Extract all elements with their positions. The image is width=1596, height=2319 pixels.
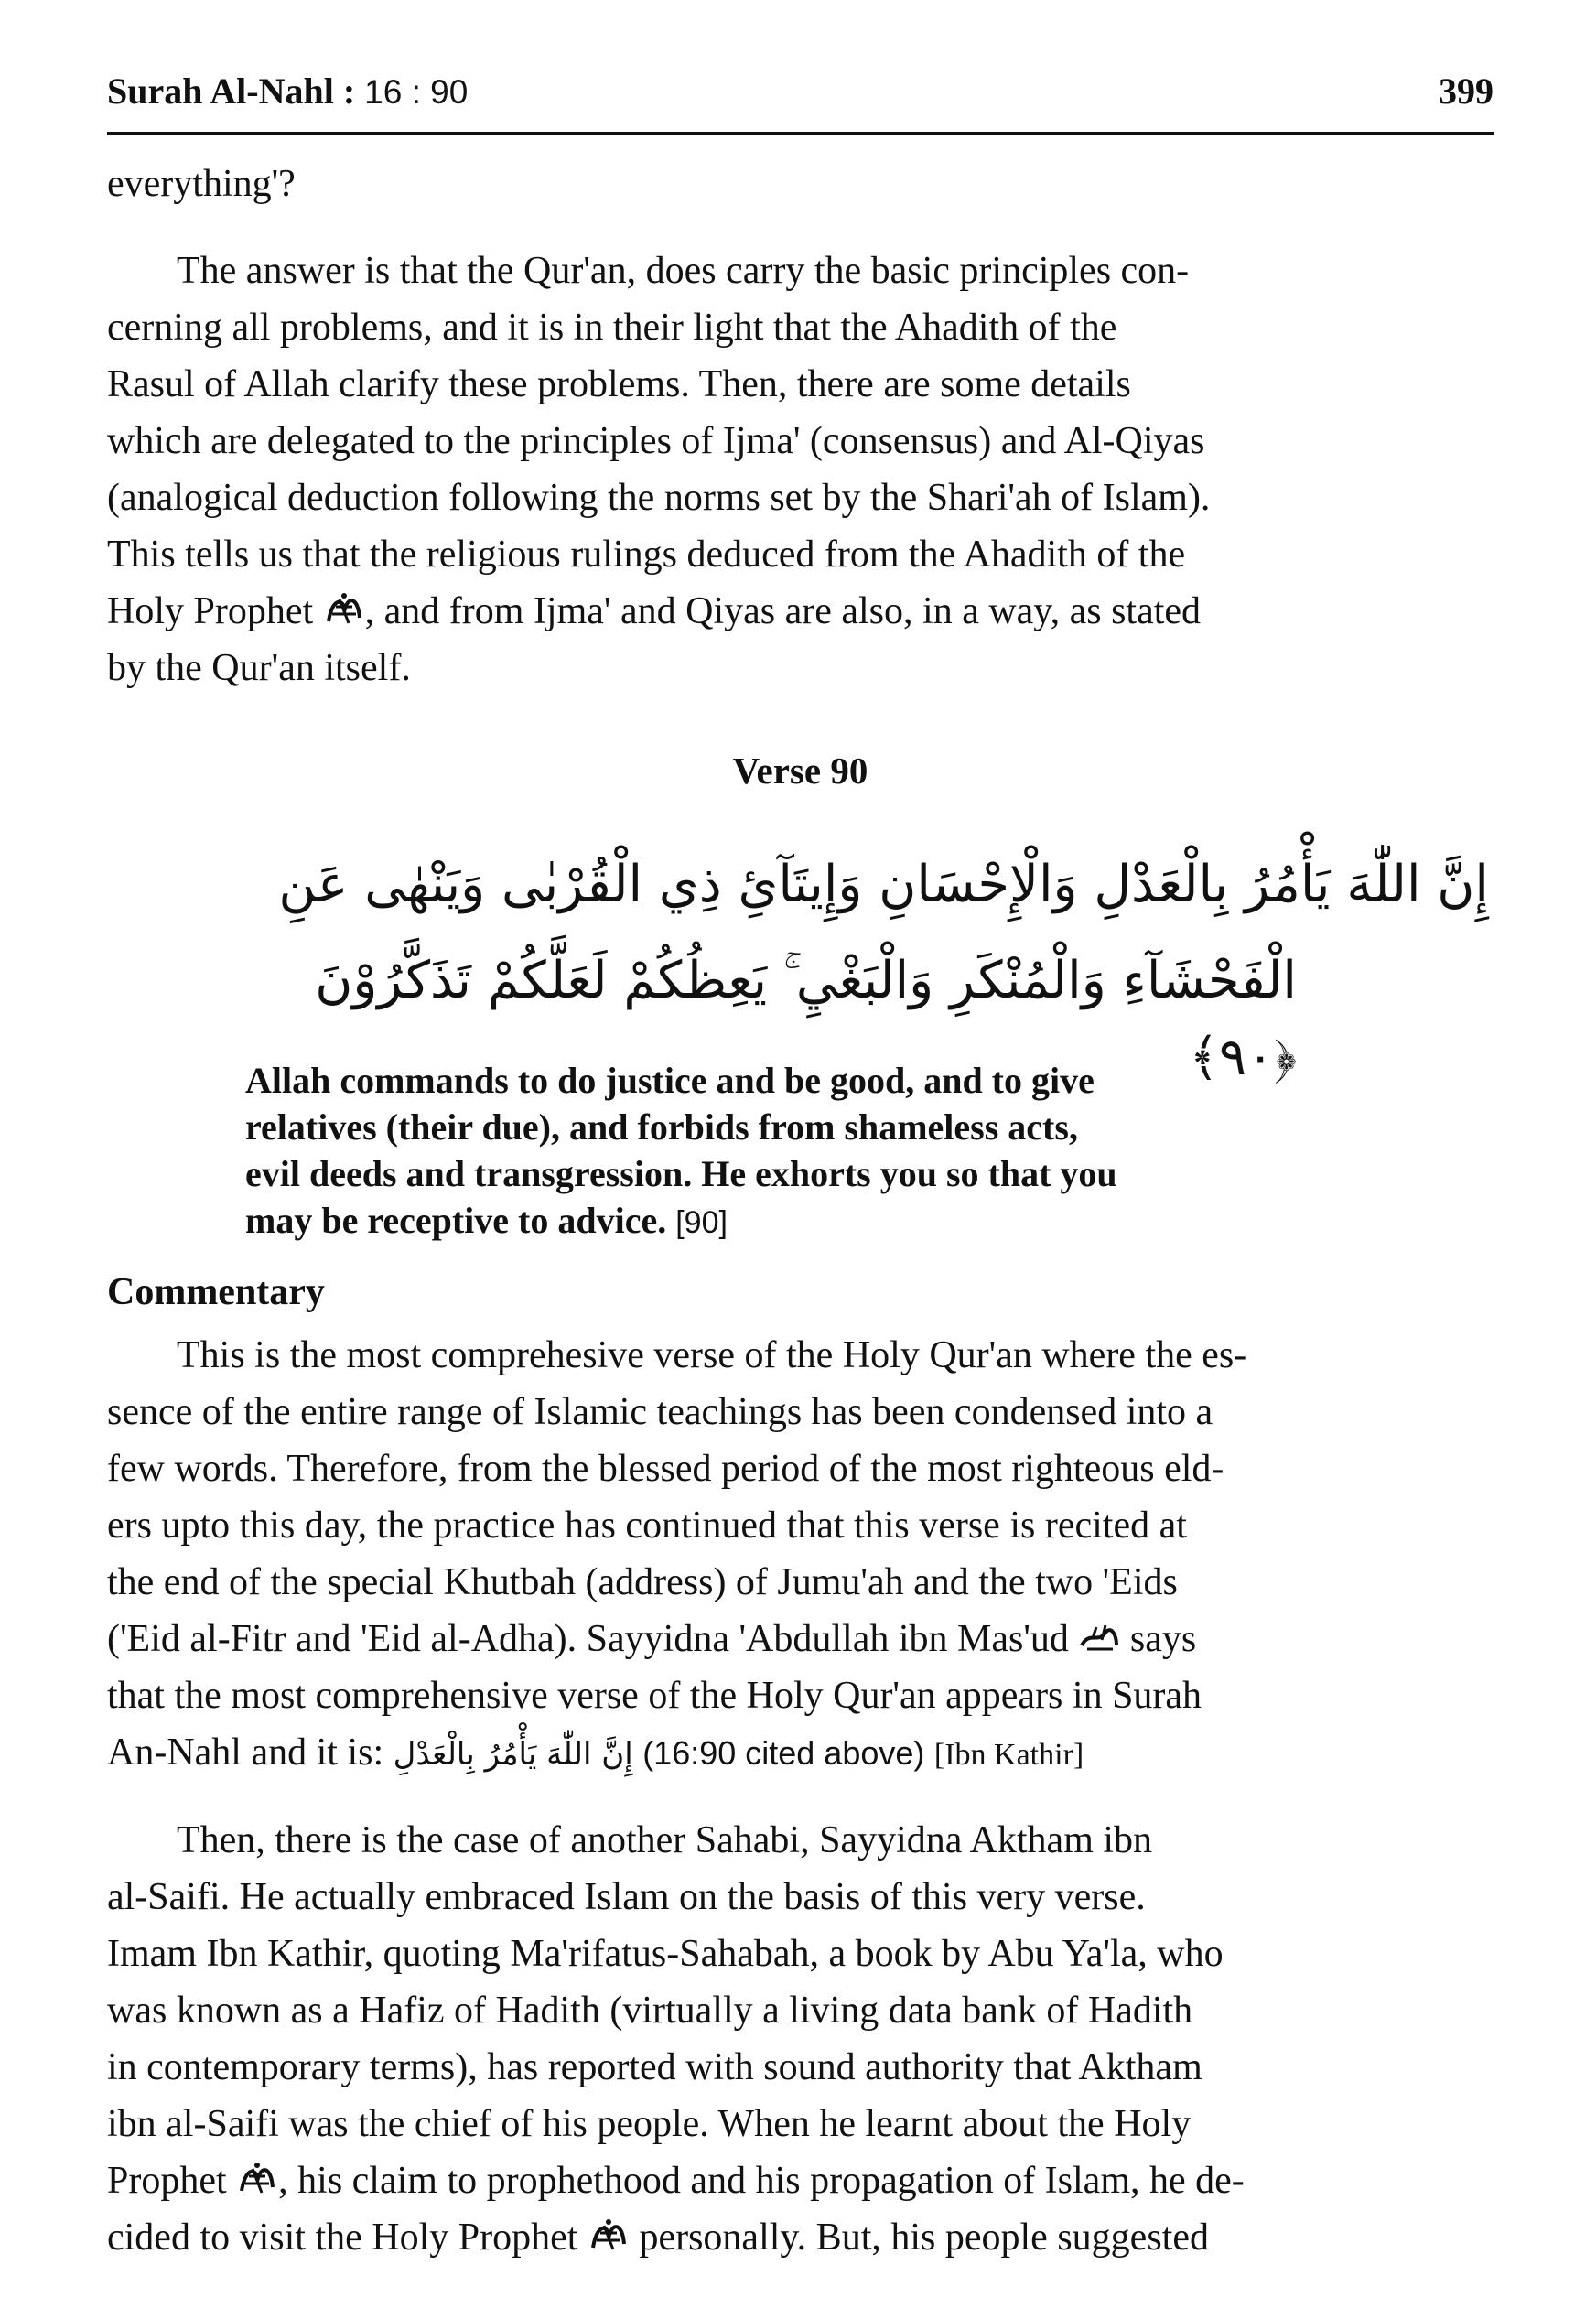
text-line: ers upto this day, the practice has continued that this verse is recited at xyxy=(107,1505,1187,1547)
continued-paragraph xyxy=(107,156,1494,212)
commentary-paragraph-1 xyxy=(107,1327,1494,1784)
text-line: that the most comprehensive verse of the Holy Qur'an appears in Surah xyxy=(107,1675,1202,1717)
commentary-heading: Commentary xyxy=(107,1271,325,1313)
inline-arabic-quote: إِنَّ اللّٰهَ يَأْمُرُ بِالْعَدْلِ xyxy=(393,1736,633,1773)
text-span: cided to visit the Holy Prophet xyxy=(107,2217,578,2259)
verse-reference: 16 : 90 xyxy=(364,73,469,111)
verse-heading: Verse 90 xyxy=(732,750,868,792)
text-line: which are delegated to the principles of Ijma' (consensus) and Al-Qiyas xyxy=(107,420,1205,462)
salutation-glyph-icon xyxy=(588,2217,630,2255)
text-line xyxy=(107,2209,1494,2266)
text-line xyxy=(107,2152,1494,2209)
text-span: says xyxy=(1129,1618,1197,1660)
verse-translation xyxy=(245,1057,1462,1246)
translation-line xyxy=(245,1197,1462,1246)
text-line: This is the most comprehesive verse of the Holy Qur'an where the es- xyxy=(177,1334,1247,1376)
radiyallahu-anhu-glyph-icon xyxy=(1078,1618,1120,1656)
text-line: everything'? xyxy=(107,163,296,205)
text-line: was known as a Hafiz of Hadith (virtually a living data bank of Hadith xyxy=(107,1990,1193,2032)
text-line: Rasul of Allah clarify these problems. Then, there are some details xyxy=(107,363,1131,405)
text-line: (analogical deduction following the norms set by the Shari'ah of Islam). xyxy=(107,477,1211,519)
translation-line: Allah commands to do justice and be good, and to give xyxy=(245,1060,1095,1101)
commentary-paragraph-2 xyxy=(107,1812,1494,2266)
citation: (16:90 cited above) xyxy=(642,1734,925,1772)
text-line: cerning all problems, and it is in their light that the Ahadith of the xyxy=(107,307,1117,349)
text-line: ibn al-Saifi was the chief of his people. When he learnt about the Holy xyxy=(107,2103,1192,2145)
text-span: An-Nahl and it is: xyxy=(107,1731,384,1774)
text-line: in contemporary terms), has reported with sound authority that Aktham xyxy=(107,2046,1202,2088)
page-number: 399 xyxy=(1439,70,1494,112)
page-header xyxy=(107,64,1494,135)
arabic-verse-line-2: الْفَحْشَآءِ وَالْمُنْكَرِ وَالْبَغْيِ ۚ يَعِظُكُمْ لَعَلَّكُمْ تَذَكَّرُوْنَ ﴿٩٠﴾ xyxy=(315,951,1297,1087)
text-line: The answer is that the Qur'an, does carry the basic principles con- xyxy=(177,250,1190,292)
text-span: personally. But, his people suggested xyxy=(639,2217,1209,2259)
answer-paragraph xyxy=(107,243,1494,696)
text-line xyxy=(107,1611,1494,1667)
text-span: , and from Ijma' and Qiyas are also, in a way, as stated xyxy=(364,590,1202,632)
running-title xyxy=(107,70,468,113)
salutation-glyph-icon xyxy=(323,590,365,629)
text-line: al-Saifi. He actually embraced Islam on the basis of this very verse. xyxy=(107,1876,1146,1918)
book-page xyxy=(107,0,1494,2319)
verse-number-ref: [90] xyxy=(675,1205,728,1240)
text-line xyxy=(107,1724,1494,1784)
text-line: Imam Ibn Kathir, quoting Ma'rifatus-Sahabah, a book by Abu Ya'la, who xyxy=(107,1933,1224,1975)
text-line: the end of the special Khutbah (address) of Jumu'ah and the two 'Eids xyxy=(107,1561,1178,1603)
text-span: ('Eid al-Fitr and 'Eid al-Adha). Sayyidna 'Abdullah ibn Mas'ud xyxy=(107,1618,1069,1660)
text-span: , his claim to prophethood and his propagation of Islam, he de- xyxy=(278,2160,1245,2202)
source-reference: [Ibn Kathir] xyxy=(933,1738,1084,1772)
salutation-glyph-icon xyxy=(236,2160,278,2198)
text-line: by the Qur'an itself. xyxy=(107,647,411,689)
text-line: This tells us that the religious rulings deduced from the Ahadith of the xyxy=(107,534,1186,576)
text-line: Then, there is the case of another Sahabi, Sayyidna Aktham ibn xyxy=(177,1819,1153,1861)
translation-line: relatives (their due), and forbids from shameless acts, xyxy=(245,1106,1078,1148)
arabic-verse-line-1: إِنَّ اللّٰهَ يَأْمُرُ بِالْعَدْلِ وَالْإِحْسَانِ وَإِيتَآئِ ذِي الْقُرْبٰى وَيَنْهٰى عَنِ xyxy=(278,855,1489,914)
text-span: Holy Prophet xyxy=(107,590,314,632)
text-line: few words. Therefore, from the blessed period of the most righteous eld- xyxy=(107,1448,1224,1490)
text-span: Prophet xyxy=(107,2160,227,2202)
text-line: sence of the entire range of Islamic teachings has been condensed into a xyxy=(107,1391,1213,1433)
text-line xyxy=(107,583,1494,640)
translation-line: evil deeds and transgression. He exhorts you so that you xyxy=(245,1153,1117,1194)
translation-text: may be receptive to advice. xyxy=(245,1200,667,1241)
surah-name: Surah Al-Nahl : xyxy=(107,70,356,112)
